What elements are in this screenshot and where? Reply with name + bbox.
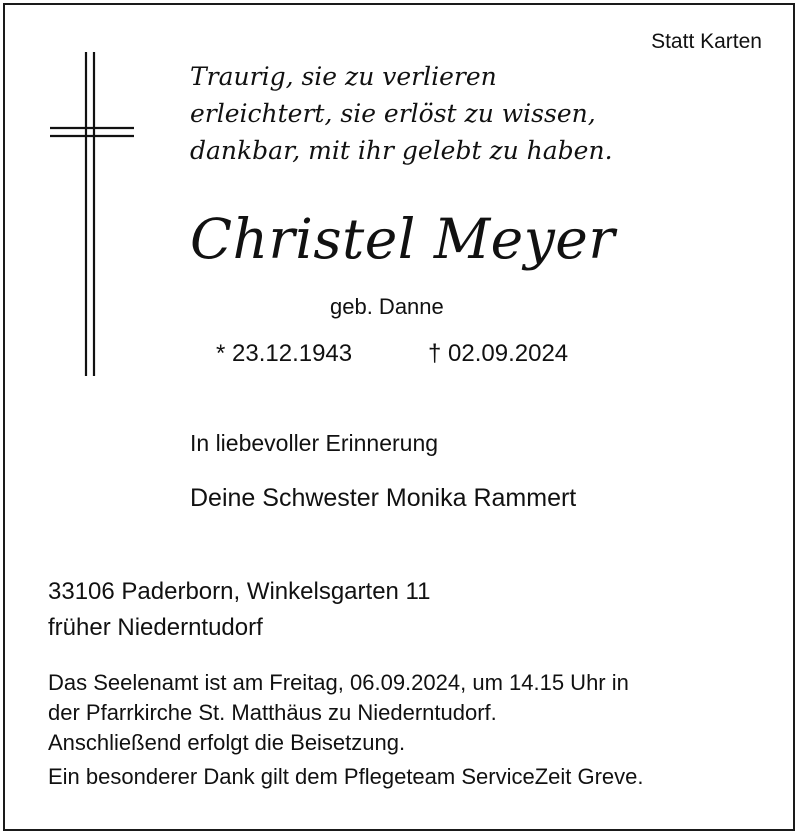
signers: Deine Schwester Monika Rammert	[190, 484, 577, 512]
header-note: Statt Karten	[651, 30, 762, 53]
maiden-name: geb. Danne	[330, 294, 444, 319]
death-date: † 02.09.2024	[428, 340, 569, 367]
service-line: Anschließend erfolgt die Beisetzung.	[48, 730, 406, 755]
service-line: Das Seelenamt ist am Freitag, 06.09.2024, um 14.15 Uhr in	[48, 670, 629, 695]
address-block	[48, 574, 430, 646]
service-line: der Pfarrkirche St. Matthäus zu Niederntudorf.	[48, 700, 497, 725]
thanks-line: Ein besonderer Dank gilt dem Pflegeteam ServiceZeit Greve.	[48, 764, 644, 789]
cross-icon	[46, 50, 138, 380]
motto-line: dankbar, mit ihr gelebt zu haben.	[190, 136, 613, 165]
motto-line: erleichtert, sie erlöst zu wissen,	[190, 99, 596, 128]
deceased-name: Christel Meyer	[190, 207, 616, 271]
motto-line: Traurig, sie zu verlieren	[190, 62, 497, 91]
memory-line: In liebevoller Erinnerung	[190, 430, 439, 456]
address-line: früher Niederntudorf	[48, 614, 263, 641]
birth-date: * 23.12.1943	[216, 340, 353, 367]
address-line: 33106 Paderborn, Winkelsgarten 11	[48, 578, 431, 605]
service-info	[48, 668, 629, 758]
motto	[190, 58, 613, 169]
